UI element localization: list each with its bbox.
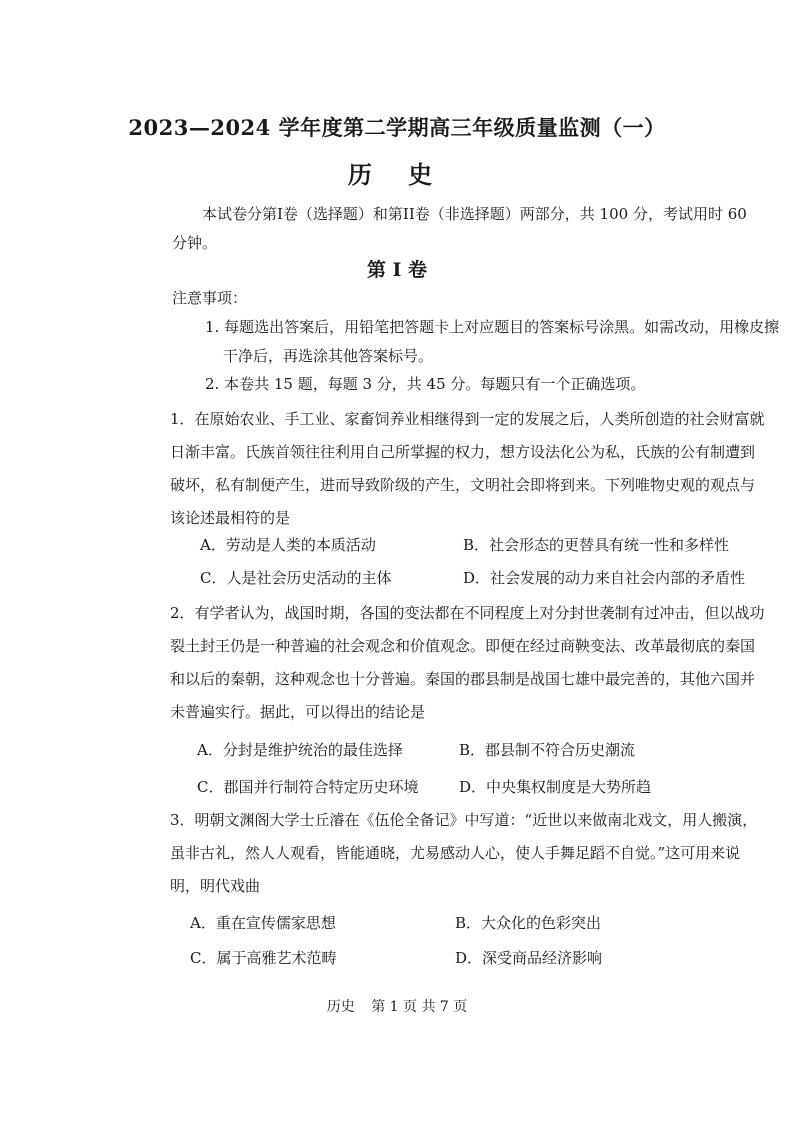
question-1-option-c: C．人是社会历史活动的主体 [200, 569, 392, 587]
question-3-option-a: A．重在宣传儒家思想 [190, 914, 336, 932]
question-2-option-d: D．中央集权制度是大势所趋 [459, 778, 652, 796]
question-2-stem: 2．有学者认为，战国时期，各国的变法都在不同程度上对分封世袭制有过冲击，但以战功裂土封王仍是一种普遍的社会观念和价值观念。即便在经过商鞅变法、改革最彻底的秦国和以后的秦朝，这种观念也十分普遍。秦国的郡县制是战国七雄中最完善的，其他六国并未普遍实行。据此，可以得出的结论是 [170, 604, 765, 721]
exam-title: 2023—2024 学年度第二学期高三年级质量监测（一） [128, 115, 666, 140]
question-1-stem: 1．在原始农业、手工业、家畜饲养业相继得到一定的发展之后，人类所创造的社会财富就日渐丰富。氏族首领往往利用自己所掌握的权力，想方设法化公为私，氏族的公有制遭到破坏，私有制便产生，进而导致阶级的产生，文明社会即将到来。下列唯物史观的观点与该论述最相符的是 [170, 410, 765, 527]
notice-item: 1. 每题选出答案后，用铅笔把答题卡上对应题目的答案标号涂黑。如需改动，用橡皮擦干净后，再选涂其他答案标号。 [205, 318, 780, 365]
question-3-option-c: C．属于高雅艺术范畴 [190, 949, 337, 967]
question-2-option-c: C．郡国并行制符合特定历史环境 [197, 778, 419, 796]
footer-subject: 历史 [326, 999, 355, 1015]
notice-item: 2. 本卷共 15 题，每题 3 分，共 45 分。每题只有一个正确选项。 [205, 375, 646, 393]
question-2-option-b: B．郡县制不符合历史潮流 [459, 741, 636, 759]
question-2-option-a: A．分封是维护统治的最佳选择 [197, 741, 403, 759]
section-title: 第 I 卷 [366, 259, 428, 281]
question-3-option-b: B．大众化的色彩突出 [455, 914, 602, 932]
question-1-option-d: D．社会发展的动力来自社会内部的矛盾性 [463, 569, 746, 587]
footer-page-number: 第 1 页 共 7 页 [371, 999, 468, 1015]
page-footer [0, 996, 794, 1016]
question-3-stem: 3．明朝文渊阁大学士丘濬在《伍伦全备记》中写道：“近世以来做南北戏文，用人搬演，虽非古礼，然人人观看，皆能通晓，尤易感动人心，使人手舞足蹈不自觉。”这可用来说明，明代戏曲 [170, 811, 758, 895]
intro-paragraph: 本试卷分第I卷（选择题）和第II卷（非选择题）两部分，共 100 分，考试用时 60 分钟。 [172, 205, 747, 252]
question-1-option-b: B．社会形态的更替具有统一性和多样性 [463, 536, 730, 554]
question-3-option-d: D．深受商品经济影响 [455, 949, 603, 967]
question-1-option-a: A．劳动是人类的本质活动 [200, 536, 376, 554]
notice-heading: 注意事项： [172, 289, 248, 307]
subject-title: 历 史 [347, 160, 447, 189]
